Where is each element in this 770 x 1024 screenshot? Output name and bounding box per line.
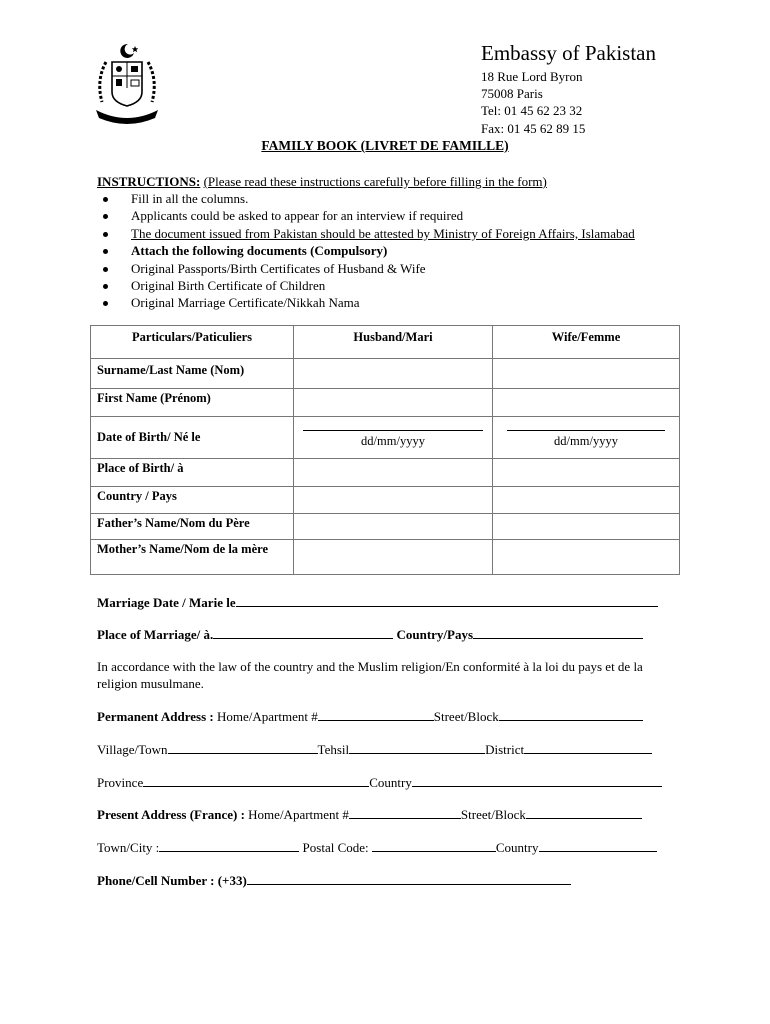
place-of-marriage-label: Place of Marriage/ à. [97, 627, 214, 642]
wife-first-name-field[interactable] [493, 389, 680, 417]
address-line-1: 18 Rue Lord Byron [481, 69, 583, 84]
district-field[interactable] [524, 741, 652, 754]
dob-underline [507, 430, 665, 431]
town-city-line [97, 839, 657, 856]
pakistan-state-emblem-icon [88, 38, 166, 130]
table-row [91, 487, 680, 514]
permanent-home-apartment-field[interactable] [318, 708, 434, 721]
bullet-icon [103, 267, 108, 272]
table-header-row [91, 326, 680, 359]
postal-code-field[interactable] [372, 839, 496, 852]
province-line [97, 774, 662, 791]
permanent-address-line [97, 708, 643, 725]
bullet-icon [103, 249, 108, 254]
row-label-mothers-name: Mother’s Name/Nom de la mère [91, 540, 294, 575]
town-city-field[interactable] [159, 839, 299, 852]
husband-place-of-birth-field[interactable] [294, 459, 493, 487]
present-street-block-field[interactable] [526, 806, 642, 819]
list-item: Original Passports/Birth Certificates of Husband & Wife [97, 260, 635, 277]
home-apartment-label: Home/Apartment # [217, 709, 318, 724]
bullet-icon [103, 301, 108, 306]
form-title: FAMILY BOOK (LIVRET DE FAMILLE) [261, 138, 509, 153]
present-address-label: Present Address (France) : [97, 807, 245, 822]
table-row [91, 417, 680, 459]
date-format-hint: dd/mm/yyyy [554, 434, 618, 448]
permanent-address-label: Permanent Address : [97, 709, 214, 724]
place-of-marriage-line [97, 626, 643, 643]
postal-code-label: Postal Code: [302, 840, 369, 855]
row-label-date-of-birth: Date of Birth/ Né le [91, 417, 294, 459]
address-line-2: 75008 Paris [481, 86, 543, 101]
row-label-place-of-birth: Place of Birth/ à [91, 459, 294, 487]
wife-place-of-birth-field[interactable] [493, 459, 680, 487]
town-city-label: Town/City : [97, 840, 160, 855]
list-item: Attach the following documents (Compulsory) [97, 242, 635, 259]
bullet-icon [103, 197, 108, 202]
wife-dob-field[interactable] [493, 417, 680, 459]
wife-surname-field[interactable] [493, 359, 680, 389]
list-item: Applicants could be asked to appear for an interview if required [97, 207, 635, 224]
husband-dob-field[interactable] [294, 417, 493, 459]
table-row [91, 459, 680, 487]
street-block-label: Street/Block [433, 709, 499, 724]
row-label-country: Country / Pays [91, 487, 294, 514]
embassy-name: Embassy of Pakistan [481, 41, 656, 65]
column-header-particulars: Particulars/Paticuliers [91, 326, 294, 359]
home-apartment-label: Home/Apartment # [248, 807, 349, 822]
fax: Fax: 01 45 62 89 15 [481, 121, 586, 136]
country-pays-label: Country/Pays [396, 627, 474, 642]
row-label-surname: Surname/Last Name (Nom) [91, 359, 294, 389]
permanent-country-field[interactable] [412, 774, 662, 787]
list-item: Fill in all the columns. [97, 190, 635, 207]
instructions-heading [97, 174, 547, 190]
bullet-icon [103, 214, 108, 219]
instructions-note: (Please read these instructions carefully before filling in the form) [203, 174, 547, 189]
marriage-date-field[interactable] [236, 594, 658, 607]
date-format-hint: dd/mm/yyyy [361, 434, 425, 448]
wife-country-field[interactable] [493, 487, 680, 514]
tehsil-field[interactable] [349, 741, 485, 754]
place-of-marriage-field[interactable] [213, 626, 393, 639]
tehsil-label: Tehsil [317, 742, 350, 757]
column-header-husband: Husband/Mari [294, 326, 493, 359]
phone-line [97, 872, 571, 889]
telephone: Tel: 01 45 62 23 32 [481, 103, 583, 118]
country-label: Country [369, 775, 412, 790]
particulars-table [90, 325, 680, 575]
present-address-line [97, 806, 642, 823]
list-item: Original Birth Certificate of Children [97, 277, 635, 294]
bullet-icon [103, 232, 108, 237]
list-item: The document issued from Pakistan should be attested by Ministry of Foreign Affairs, Islamabad [97, 225, 635, 242]
table-row [91, 359, 680, 389]
marriage-date-label: Marriage Date / Marie le [97, 595, 236, 610]
table-row [91, 514, 680, 540]
row-label-fathers-name: Father’s Name/Nom du Père [91, 514, 294, 540]
law-statement: In accordance with the law of the country and the Muslim religion/En conformité à la loi du pays et de la religion musulmane. [97, 659, 643, 691]
present-home-apartment-field[interactable] [349, 806, 461, 819]
table-row [91, 389, 680, 417]
present-country-field[interactable] [539, 839, 657, 852]
list-item: Original Marriage Certificate/Nikkah Nama [97, 294, 635, 311]
village-town-label: Village/Town [97, 742, 168, 757]
permanent-street-block-field[interactable] [499, 708, 643, 721]
village-line [97, 741, 652, 758]
wife-fathers-name-field[interactable] [493, 514, 680, 540]
column-header-wife: Wife/Femme [493, 326, 680, 359]
bullet-icon [103, 284, 108, 289]
country-label: Country [495, 840, 539, 855]
street-block-label: Street/Block [460, 807, 526, 822]
province-label: Province [97, 775, 144, 790]
husband-mothers-name-field[interactable] [294, 540, 493, 575]
province-field[interactable] [143, 774, 369, 787]
wife-mothers-name-field[interactable] [493, 540, 680, 575]
row-label-first-name: First Name (Prénom) [91, 389, 294, 417]
dob-underline [303, 430, 483, 431]
village-town-field[interactable] [168, 741, 318, 754]
instructions-label: INSTRUCTIONS: [97, 174, 201, 189]
husband-fathers-name-field[interactable] [294, 514, 493, 540]
table-row [91, 540, 680, 575]
district-label: District [485, 742, 525, 757]
husband-country-field[interactable] [294, 487, 493, 514]
instructions-list [97, 190, 635, 312]
phone-field[interactable] [247, 872, 571, 885]
husband-first-name-field[interactable] [294, 389, 493, 417]
husband-surname-field[interactable] [294, 359, 493, 389]
marriage-country-field[interactable] [473, 626, 643, 639]
phone-label: Phone/Cell Number : (+33) [97, 873, 247, 888]
marriage-date-line [97, 594, 658, 611]
